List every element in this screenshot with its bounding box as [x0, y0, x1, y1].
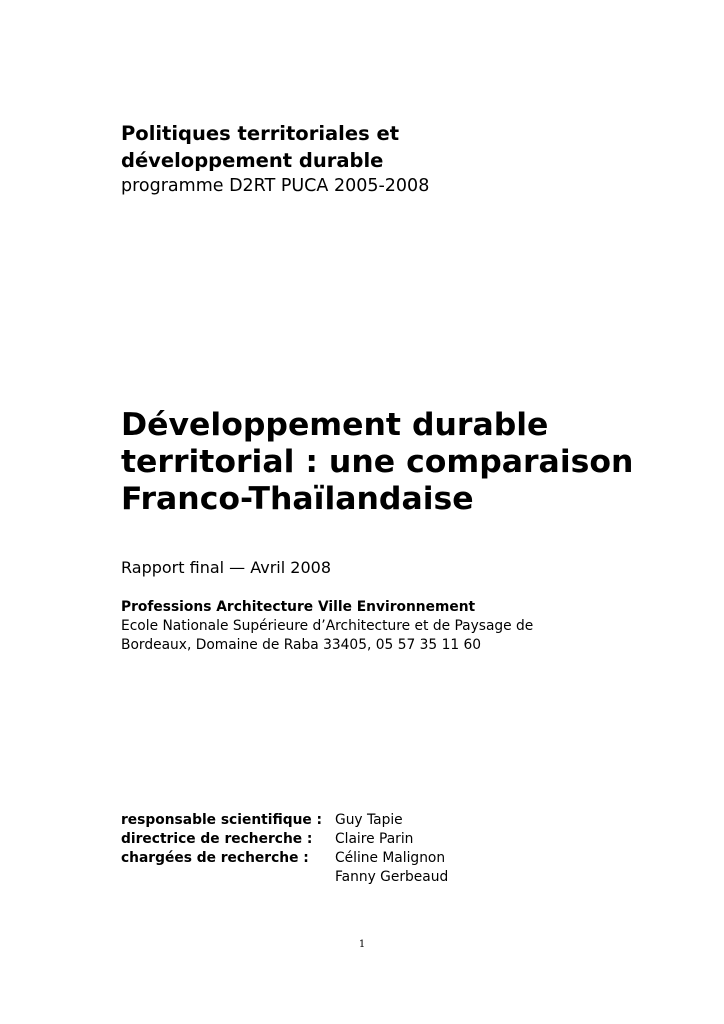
organization-address-line-2: Bordeaux, Domaine de Raba 33405, 05 57 35 11 60 — [121, 637, 482, 653]
document-title-line-1: Développement durable — [121, 407, 549, 443]
series-block — [121, 120, 641, 198]
series-title-line-1: Politiques territoriales et — [121, 122, 400, 145]
series-title-line-2: développement durable — [121, 149, 384, 172]
team-row — [121, 849, 448, 868]
organization-block — [121, 598, 601, 655]
organization-address — [121, 617, 561, 655]
research-team-table — [121, 811, 448, 887]
team-role — [121, 868, 335, 887]
organization-address-line-1: Ecole Nationale Supérieure d’Architecture et de Paysage de — [121, 618, 534, 634]
page-number: 1 — [358, 939, 366, 950]
document-title-line-3: Franco-Thaïlandaise — [121, 481, 474, 517]
organization-name: Professions Architecture Ville Environnement — [121, 599, 476, 615]
series-subtitle: programme D2RT PUCA 2005-2008 — [121, 176, 430, 196]
document-title — [121, 407, 681, 518]
team-row — [121, 830, 448, 849]
team-member-name: Guy Tapie — [335, 812, 403, 828]
team-member-name: Céline Malignon — [335, 850, 446, 866]
team-role: directrice de recherche : — [121, 831, 313, 847]
document-title-line-2: territorial : une comparaison — [121, 444, 634, 480]
report-info: Rapport final — Avril 2008 — [121, 558, 331, 577]
team-role: responsable scientifique : — [121, 812, 323, 828]
team-row — [121, 868, 448, 887]
team-member-name: Fanny Gerbeaud — [335, 869, 449, 885]
team-row — [121, 811, 448, 830]
team-member-name: Claire Parin — [335, 831, 414, 847]
team-role: chargées de recherche : — [121, 850, 309, 866]
